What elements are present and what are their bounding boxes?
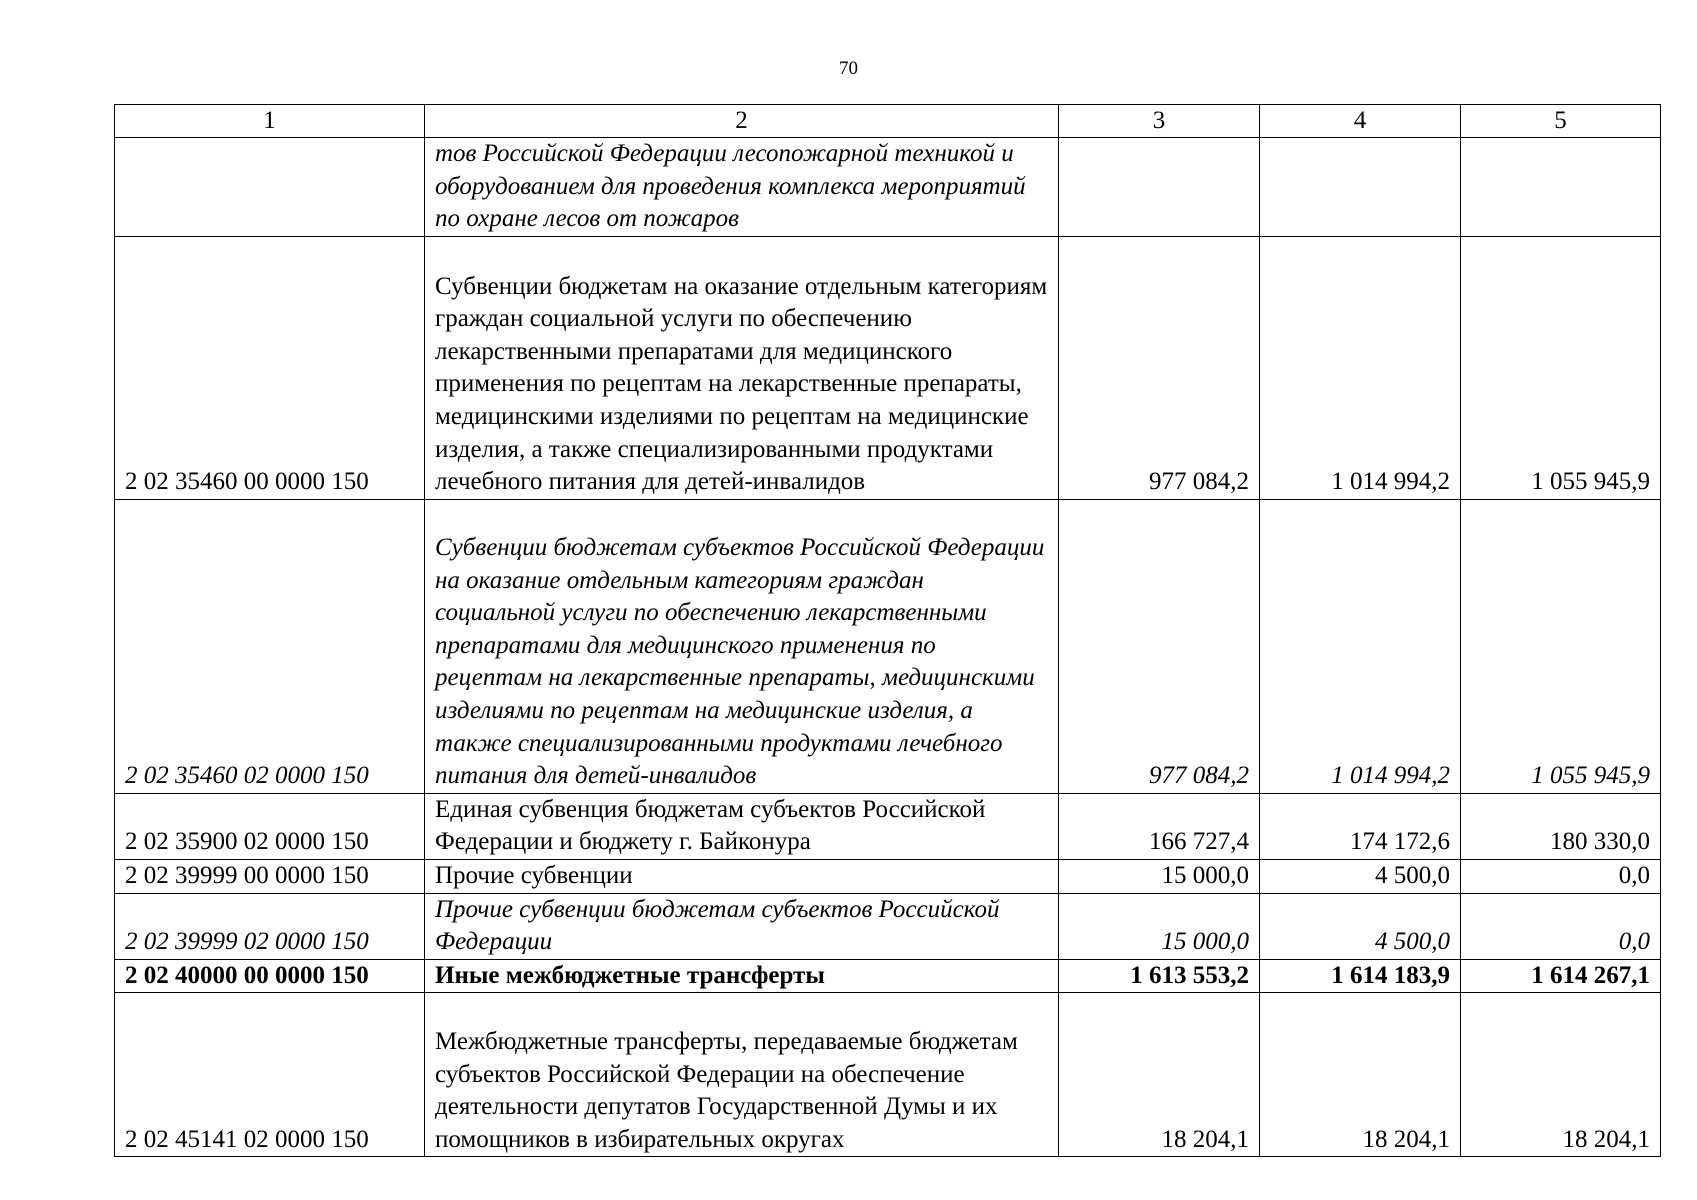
table-row: [115, 893, 1661, 959]
table-header-row: [115, 105, 1661, 138]
table-row: [115, 859, 1661, 893]
row-code: 2 02 35900 02 0000 150: [115, 793, 425, 859]
row-value-year-2: 1 014 994,2: [1260, 236, 1461, 499]
row-name: тов Российской Федерации лесопожарной техникой и оборудованием для проведения комплекса мероприятий по охране лесов от пожаров: [425, 138, 1059, 237]
row-value-year-2: 4 500,0: [1260, 859, 1461, 893]
row-name: Прочие субвенции: [425, 859, 1059, 893]
row-value-year-3: [1461, 138, 1661, 237]
row-value-year-3: 1 614 267,1: [1461, 959, 1661, 993]
row-value-year-2: 1 014 994,2: [1260, 499, 1461, 793]
row-value-year-3: 18 204,1: [1461, 993, 1661, 1157]
row-value-year-3: 1 055 945,9: [1461, 499, 1661, 793]
row-value-year-3: 0,0: [1461, 893, 1661, 959]
table-row: [115, 236, 1661, 499]
row-value-year-1: 977 084,2: [1059, 499, 1260, 793]
table-row: [115, 793, 1661, 859]
row-code: 2 02 35460 02 0000 150: [115, 499, 425, 793]
column-header-year-3: 5: [1461, 105, 1661, 138]
row-value-year-2: 174 172,6: [1260, 793, 1461, 859]
row-value-year-1: [1059, 138, 1260, 237]
table-row: [115, 993, 1661, 1157]
row-value-year-1: 1 613 553,2: [1059, 959, 1260, 993]
row-code: [115, 138, 425, 237]
row-code: 2 02 45141 02 0000 150: [115, 993, 425, 1157]
row-name: Иные межбюджетные трансферты: [425, 959, 1059, 993]
column-header-year-2: 4: [1260, 105, 1461, 138]
row-value-year-2: 18 204,1: [1260, 993, 1461, 1157]
column-header-code: 1: [115, 105, 425, 138]
page-number: 70: [839, 58, 858, 79]
row-name: Субвенции бюджетам на оказание отдельным категориям граждан социальной услуги по обеспечению лекарственными препаратами для медицинского применения по рецептам на лекарственные препараты, медицинскими изделиями по рецептам на медицинские изделия, а также специализированными продуктами лечебного питания для детей-инвалидов: [425, 236, 1059, 499]
table-row: [115, 959, 1661, 993]
row-value-year-3: 0,0: [1461, 859, 1661, 893]
table-row: [115, 138, 1661, 237]
row-code: 2 02 39999 02 0000 150: [115, 893, 425, 959]
row-value-year-1: 977 084,2: [1059, 236, 1260, 499]
table-row: [115, 499, 1661, 793]
row-name: Единая субвенция бюджетам субъектов Российской Федерации и бюджету г. Байконура: [425, 793, 1059, 859]
row-value-year-3: 1 055 945,9: [1461, 236, 1661, 499]
row-value-year-1: 15 000,0: [1059, 893, 1260, 959]
row-value-year-3: 180 330,0: [1461, 793, 1661, 859]
row-code: 2 02 35460 00 0000 150: [115, 236, 425, 499]
column-header-name: 2: [425, 105, 1059, 138]
row-name: Межбюджетные трансферты, передаваемые бюджетам субъектов Российской Федерации на обеспечение деятельности депутатов Государственной Думы и их помощников в избирательных округах: [425, 993, 1059, 1157]
row-value-year-2: 1 614 183,9: [1260, 959, 1461, 993]
budget-table: [114, 104, 1661, 1157]
row-value-year-2: [1260, 138, 1461, 237]
row-value-year-1: 18 204,1: [1059, 993, 1260, 1157]
row-name: Субвенции бюджетам субъектов Российской Федерации на оказание отдельным категориям граждан социальной услуги по обеспечению лекарственными препаратами для медицинского применения по рецептам на лекарственные препараты, медицинскими изделиями по рецептам на медицинские изделия, а также специализированными продуктами лечебного питания для детей-инвалидов: [425, 499, 1059, 793]
row-value-year-2: 4 500,0: [1260, 893, 1461, 959]
row-code: 2 02 39999 00 0000 150: [115, 859, 425, 893]
row-code: 2 02 40000 00 0000 150: [115, 959, 425, 993]
column-header-year-1: 3: [1059, 105, 1260, 138]
row-name: Прочие субвенции бюджетам субъектов Российской Федерации: [425, 893, 1059, 959]
row-value-year-1: 15 000,0: [1059, 859, 1260, 893]
row-value-year-1: 166 727,4: [1059, 793, 1260, 859]
